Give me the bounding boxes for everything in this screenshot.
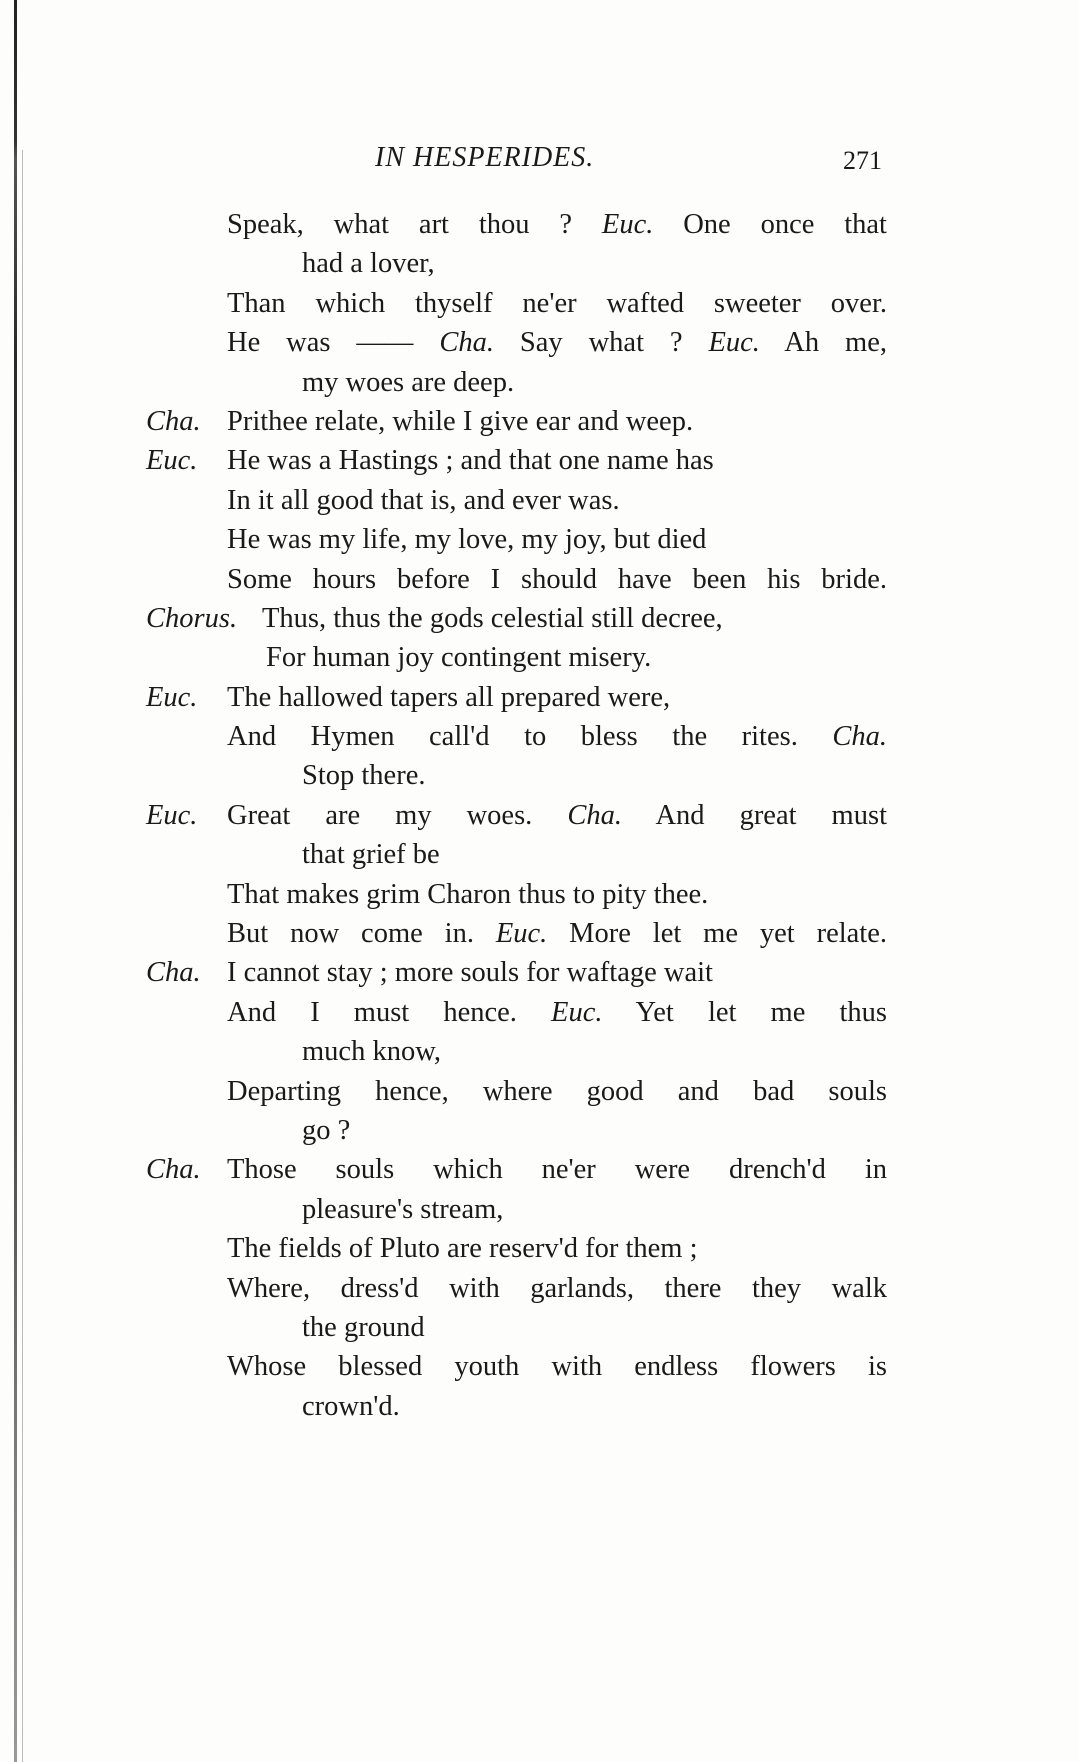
line-text [227,914,887,953]
line-text-part: And great must [621,799,887,831]
inline-speaker: Euc. [551,996,603,1028]
line-text: crown'd. [302,1390,400,1422]
verse-line [0,1150,1079,1189]
verse-line [0,1229,1079,1268]
speaker-label: Cha. [146,1154,201,1186]
verse-line [0,402,1079,441]
line-text-part: He was —— [227,327,440,359]
verse-text [0,205,1079,1426]
verse-line [0,875,1079,914]
page-number: 271 [843,146,882,175]
verse-line [0,914,1079,953]
line-text: my woes are deep. [302,366,515,398]
line-text: I cannot stay ; more souls for waftage wait [227,957,713,989]
verse-line [0,1072,1079,1111]
verse-line [0,441,1079,480]
line-text: Some hours before I should have been his bride. [227,563,887,595]
line-text: He was a Hastings ; and that one name has [227,445,714,477]
running-title: IN HESPERIDES. [375,142,595,173]
verse-line [0,363,1079,402]
line-text: Where, dress'd with garlands, there they walk [227,1272,887,1304]
line-text: For human joy contingent misery. [266,642,652,674]
verse-line [0,1347,1079,1386]
verse-line [0,323,1079,362]
line-text: Those souls which ne'er were drench'd in [227,1154,887,1186]
verse-line [0,953,1079,992]
line-text: The hallowed tapers all prepared were, [227,681,671,713]
inline-speaker: Cha. [567,799,622,831]
line-text [227,796,887,835]
verse-line [0,1308,1079,1347]
speaker-label: Euc. [146,681,198,713]
verse-line [0,638,1079,677]
verse-line [0,1190,1079,1229]
line-text: That makes grim Charon thus to pity thee. [227,878,709,910]
line-text-part: And Hymen call'd to bless the rites. [227,721,833,753]
line-text-part: Ah me, [759,327,887,359]
line-text-part: Say what ? [493,327,709,359]
line-text-part: One once that [653,209,887,240]
verse-line [0,796,1079,835]
line-text: The fields of Pluto are reserv'd for them ; [227,1233,698,1265]
line-text: had a lover, [302,248,435,280]
line-text: that grief be [302,839,440,871]
inline-speaker: Cha. [439,327,494,359]
line-text: pleasure's stream, [302,1193,504,1225]
line-text: In it all good that is, and ever was. [227,484,620,516]
line-text-part: More let me yet relate. [547,918,887,950]
line-text-part: And I must hence. [227,996,552,1028]
line-text: go ? [302,1114,351,1146]
line-text: Than which thyself ne'er wafted sweeter over. [227,287,887,319]
speaker-label: Chorus. [146,602,238,634]
line-text: Stop there. [302,760,426,792]
line-text [227,205,887,244]
verse-line [0,481,1079,520]
line-text [227,717,887,756]
speaker-label: Euc. [146,445,198,477]
verse-line [0,599,1079,638]
verse-line [0,835,1079,874]
line-text-part: But now come in. [227,918,496,950]
speaker-label: Cha. [146,957,201,989]
line-text-part: Speak, what art thou ? [227,209,602,240]
verse-line [0,205,1079,244]
inline-speaker: Cha. [832,721,887,753]
verse-line [0,284,1079,323]
verse-line [0,560,1079,599]
verse-line [0,1269,1079,1308]
verse-line [0,756,1079,795]
line-text [227,993,887,1032]
inline-speaker: Euc. [495,918,548,950]
speaker-label: Euc. [146,799,198,831]
page-header [0,142,1079,182]
verse-line [0,244,1079,283]
line-text: Whose blessed youth with endless flowers is [227,1351,887,1383]
line-text [227,323,887,362]
inline-speaker: Euc. [708,327,760,359]
line-text: Prithee relate, while I give ear and weep. [227,405,694,437]
line-text: much know, [302,1036,442,1068]
line-text-part: Great are my woes. [227,799,568,831]
speaker-label: Cha. [146,405,201,437]
line-text-part: Yet let me thus [602,996,887,1028]
verse-line [0,993,1079,1032]
verse-line [0,520,1079,559]
verse-line [0,1032,1079,1071]
verse-line [0,678,1079,717]
verse-line [0,1111,1079,1150]
line-text: Thus, thus the gods celestial still decree, [262,602,723,634]
verse-line [0,1387,1079,1426]
inline-speaker: Euc. [601,209,654,240]
verse-line [0,717,1079,756]
line-text: Departing hence, where good and bad souls [227,1075,887,1107]
line-text: the ground [302,1311,425,1343]
line-text: He was my life, my love, my joy, but died [227,524,707,556]
